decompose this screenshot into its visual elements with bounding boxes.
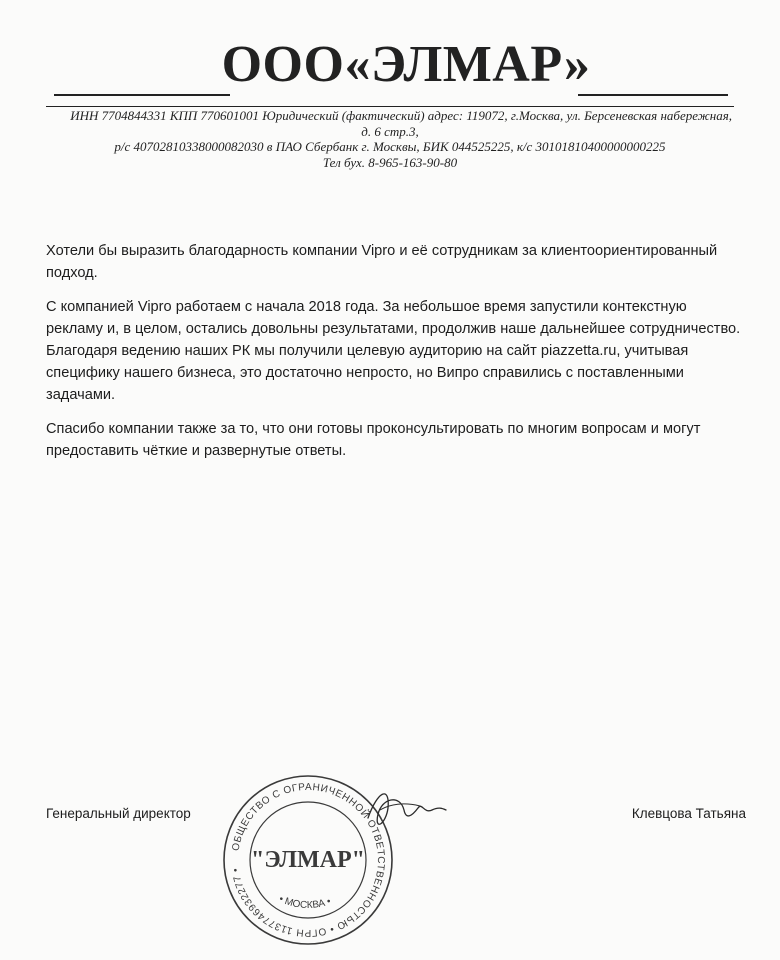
signatory-name: Клевцова Татьяна: [631, 806, 746, 821]
signatory-position: Генеральный директор: [46, 806, 191, 821]
requisites-line-3: р/с 40702810338000082030 в ПАО Сбербанк г. Москвы, БИК 044525225, к/с 30101810400000000225: [114, 139, 666, 154]
requisites-line-4: Тел бух. 8-965-163-90-80: [322, 154, 458, 170]
letter-body: [46, 240, 746, 474]
letterhead-divider: [46, 106, 734, 107]
requisites-line-1: ИНН 7704844331 КПП 770601001 Юридический (фактический) адрес: 119072, г.Москва, ул. Берсеневская набережная,: [70, 108, 732, 123]
letterhead: [46, 30, 734, 170]
company-name: ООО«ЭЛМАР»: [221, 36, 591, 93]
stamp-bottom-text: • МОСКВА •: [277, 893, 333, 912]
stamp-ring-text: ОБЩЕСТВО С ОГРАНИЧЕННОЙ ОТВЕТСТВЕННОСТЬЮ • ОГРН 1137746932277 •: [230, 781, 387, 939]
requisites-line-2: д. 6 стр.3,: [361, 123, 419, 139]
letter-paragraph-1: Хотели бы выразить благодарность компании Vipro и её сотрудникам за клиентоориентированный подход.: [46, 243, 718, 281]
letterhead-title-row: [46, 30, 734, 104]
title-underline-right: [578, 94, 728, 96]
stamp-center-text: "ЭЛМАР": [251, 847, 365, 873]
company-requisites: [46, 108, 734, 170]
signature-block: [46, 806, 746, 828]
letter-paragraph-2: С компанией Vipro работаем с начала 2018 года. За небольшое время запустили контекстную рекламу и, в целом, остались довольны результатами, продолжив наше дальнейшее сотрудничество. Благодаря ведению наших РК мы получили целевую аудиторию на сайт piazzetta.ru, учитывая специфику нашего бизнеса, это достаточно непросто, но Випро справились с поставленными задачами.: [46, 299, 741, 403]
letter-paragraph-3: Спасибо компании также за то, что они готовы проконсультировать по многим вопросам и могут предоставить чёткие и развернутые ответы.: [46, 421, 701, 459]
title-underline-left: [54, 94, 230, 96]
